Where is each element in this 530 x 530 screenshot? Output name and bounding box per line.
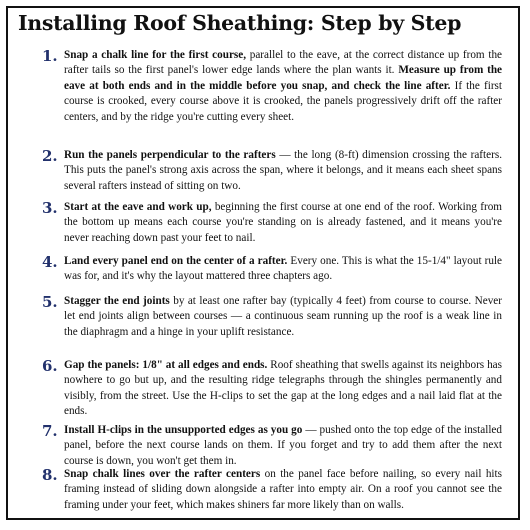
step-text: — the long (8-ft) dimension crossing the rafters. This puts the panel's strong axis across the span, where it belongs, and it means each sheet spans several rafters instead of sitting on two. (64, 149, 502, 192)
step-number: 4. (42, 253, 58, 271)
step-body (64, 358, 502, 420)
step-text: — pushed onto the top edge of the installed panel, before the next course lands on them. If you forget and try to add them after the next course is down, you won't get them in. (64, 424, 502, 467)
step-lead: Run the panels perpendicular to the rafters (64, 149, 276, 161)
step-number: 5. (42, 293, 58, 311)
step-lead: Land every panel end on the center of a rafter. (64, 255, 288, 267)
step-body (64, 48, 502, 125)
step-number: 7. (42, 422, 58, 440)
step-text: Roof sheathing that swells against its neighbors has nowhere to go but up, and the resulting ridge telegraphs through the shingles permanently and visibly, from the street. Use the H-clips to set the gap at the long edges and a nail laid flat at the ends. (64, 359, 502, 418)
step-body (64, 467, 502, 513)
step-number: 1. (42, 47, 58, 65)
step-text: beginning the first course at one end of the roof. Working from the bottom up means each course you're standing on is already fastened, and it means you're never reaching down past your feet to nail. (64, 201, 502, 244)
step-number: 2. (42, 147, 58, 165)
step-number: 6. (42, 357, 58, 375)
step-emphasis: Measure up from the eave at both ends and in the middle before you snap, and check the line after. (64, 64, 503, 92)
step-body (64, 294, 502, 340)
step-text: If the first course is crooked, every course above it is crooked, the panels progressively drift off the rafter centers, and by the ridge you're cutting every sheet. (64, 79, 503, 123)
step-body (64, 148, 502, 194)
step-number: 8. (42, 466, 58, 484)
step-lead: Gap the panels: 1/8" at all edges and ends. (64, 359, 268, 371)
step-text: by at least one rafter bay (typically 4 feet) from course to course. Never let end joints align between courses — a continuous seam running up the roof is a weak line in the diaphragm and a hinge in your uplift resistance. (64, 295, 502, 338)
step-lead: Install H-clips in the unsupported edges as you go (64, 424, 303, 436)
step-body (64, 200, 502, 246)
step-text: on the panel face before nailing, so every nail hits framing instead of sliding down alongside a rafter into empty air. On a roof you cannot see the framing under your feet, which makes shiners far more likely than on walls. (64, 468, 502, 511)
step-text: Every one. This is what the 15-1/4" layout rule was for, and it's why the layout mattered three chapters ago. (64, 255, 502, 283)
step-body (64, 254, 502, 285)
step-lead: Stagger the end joints (64, 295, 170, 307)
page-title: Installing Roof Sheathing: Step by Step (18, 11, 462, 35)
document-page (6, 6, 520, 520)
step-lead: Snap chalk lines over the rafter centers (64, 468, 261, 480)
step-text: parallel to the eave, at the correct distance up from the rafter tails so the first panel's lower edge lands where the plan wants it. (64, 49, 503, 77)
step-lead: Snap a chalk line for the first course, (64, 49, 247, 61)
step-body (64, 423, 502, 469)
step-number: 3. (42, 199, 58, 217)
step-lead: Start at the eave and work up, (64, 201, 212, 213)
